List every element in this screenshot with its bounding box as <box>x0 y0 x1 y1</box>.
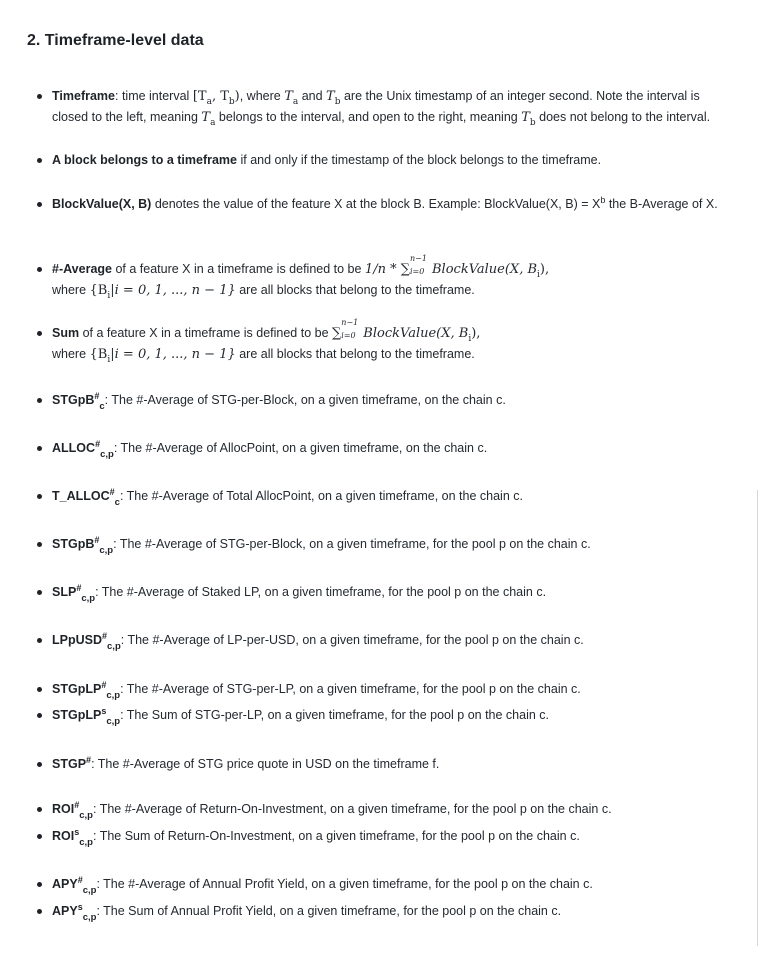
definition-stgpb-chain: STGpB#$_c$: The #-Average of STG-per-Block, on a given timeframe, on the chain c. <box>52 390 738 411</box>
definition-stgplp-average: STGpLP#$_{c,p}$: The #-Average of STG-per-LP, on a given timeframe, for the pool p on the chain c. <box>52 679 738 700</box>
term: LPpUSD#$_{c,p}$ <box>52 631 121 652</box>
definition-stgp: STGP#: The #-Average of STG price quote in USD on the timeframe f. <box>52 754 738 775</box>
term: #-Average <box>52 262 112 276</box>
vertical-divider <box>757 490 758 946</box>
math-block-set: {$B_i|i = 0$, 1, ..., n − 1} <box>89 347 236 365</box>
term: $SLP^{\#}_{c,p}$ <box>52 583 96 604</box>
definition-lppusd: LPpUSD#$_{c,p}$: The #-Average of LP-per-USD, on a given timeframe, for the pool p on the chain c. <box>52 630 738 651</box>
definition-hash-average: #-Average of a feature X in a timeframe is defined to be 1/n * ∑ n−1 i=0 BlockValue(X, $B_i$), where {$B_i|i = 0$, 1, ..., n − 1} are all blocks that belong to the timeframe. <box>52 259 738 301</box>
math-ta: $T_a$ <box>201 110 216 128</box>
math-sum-formula: ∑ n−1 i=0 BlockValue(X, $B_i$), <box>332 318 481 344</box>
term: A block belongs to a timeframe <box>52 153 237 167</box>
term: $ROI^{\#}_{c,p}$ <box>52 800 93 821</box>
term: $APY^s_{c,p}$ <box>52 902 97 923</box>
term: STGpLP$^s_{c,p}$ <box>52 706 121 727</box>
term: Sum <box>52 326 80 340</box>
term: STGpB#$_c$ <box>52 391 105 412</box>
term: STGpB#$_{c,p}$ <box>52 535 114 556</box>
math-ta: $T_a$ <box>284 89 299 107</box>
math-tb: $T_b$ <box>326 89 341 107</box>
term: STGP# <box>52 755 92 771</box>
math-average-formula: 1/n * ∑ n−1 i=0 BlockValue(X, $B_i$), <box>364 254 550 280</box>
term: $T\_ALLOC^{\#}_c$ <box>52 487 120 508</box>
section-heading: 2. Timeframe-level data <box>27 32 204 49</box>
term: $APY^{\#}_{c,p}$ <box>52 875 97 896</box>
definition-stgpb-pool: STGpB#$_{c,p}$: The #-Average of STG-per-Block, on a given timeframe, for the pool p on the chain c. <box>52 534 738 555</box>
definition-apy-average: $APY^{\#}_{c,p}$: The #-Average of Annual Profit Yield, on a given timeframe, for the pool p on the chain c. <box>52 874 738 895</box>
definition-roi-average: $ROI^{\#}_{c,p}$: The #-Average of Return-On-Investment, on a given timeframe, for the pool p on the chain c. <box>52 799 738 820</box>
math-tb: $T_b$ <box>521 110 536 128</box>
term: $ROI^s_{c,p}$ <box>52 827 93 848</box>
definition-stgplp-sum: STGpLP$^s_{c,p}$: The Sum of STG-per-LP, on a given timeframe, for the pool p on the chain c. <box>52 705 738 726</box>
term: Timeframe <box>52 89 115 103</box>
definition-block-belongs: A block belongs to a timeframe if and only if the timestamp of the block belongs to the timeframe. <box>52 150 738 171</box>
definition-roi-sum: $ROI^s_{c,p}$: The Sum of Return-On-Investment, on a given timeframe, for the pool p on the chain c. <box>52 826 738 847</box>
definition-sum: Sum of a feature X in a timeframe is defined to be ∑ n−1 i=0 BlockValue(X, $B_i$), where {$B_i|i = 0$, 1, ..., n − 1} are all blocks that belong to the timeframe. <box>52 323 738 365</box>
term: BlockValue(X, B) <box>52 197 152 211</box>
definition-timeframe: Timeframe: time interval [$T_a$, $T_b$), where $T_a$ and $T_b$ are the Unix timestamp of an integer second. Note the interval is closed to the left, meaning $T_a$ belongs to the interval, and open to the right, meaning $T_b$ does not belong to the interval. <box>52 86 738 128</box>
definition-apy-sum: $APY^s_{c,p}$: The Sum of Annual Profit Yield, on a given timeframe, for the pool p on the chain c. <box>52 901 738 922</box>
term: STGpLP#$_{c,p}$ <box>52 680 121 701</box>
definition-blockvalue: BlockValue(X, B) denotes the value of the feature X at the block B. Example: BlockValue(X, $B) = X^b$ the B-Average of X. <box>52 194 738 215</box>
term: $ALLOC^{\#}_{c,p}$ <box>52 439 114 460</box>
definition-slp: $SLP^{\#}_{c,p}$: The #-Average of Staked LP, on a given timeframe, for the pool p on the chain c. <box>52 582 738 603</box>
definition-t-alloc: $T\_ALLOC^{\#}_c$: The #-Average of Total AllocPoint, on a given timeframe, on the chain c. <box>52 486 738 507</box>
math-block-set: {$B_i|i = 0$, 1, ..., n − 1} <box>89 283 236 301</box>
definition-alloc: $ALLOC^{\#}_{c,p}$: The #-Average of AllocPoint, on a given timeframe, on the chain c. <box>52 438 738 459</box>
math-interval: [$T_a$, $T_b$) <box>192 89 240 107</box>
